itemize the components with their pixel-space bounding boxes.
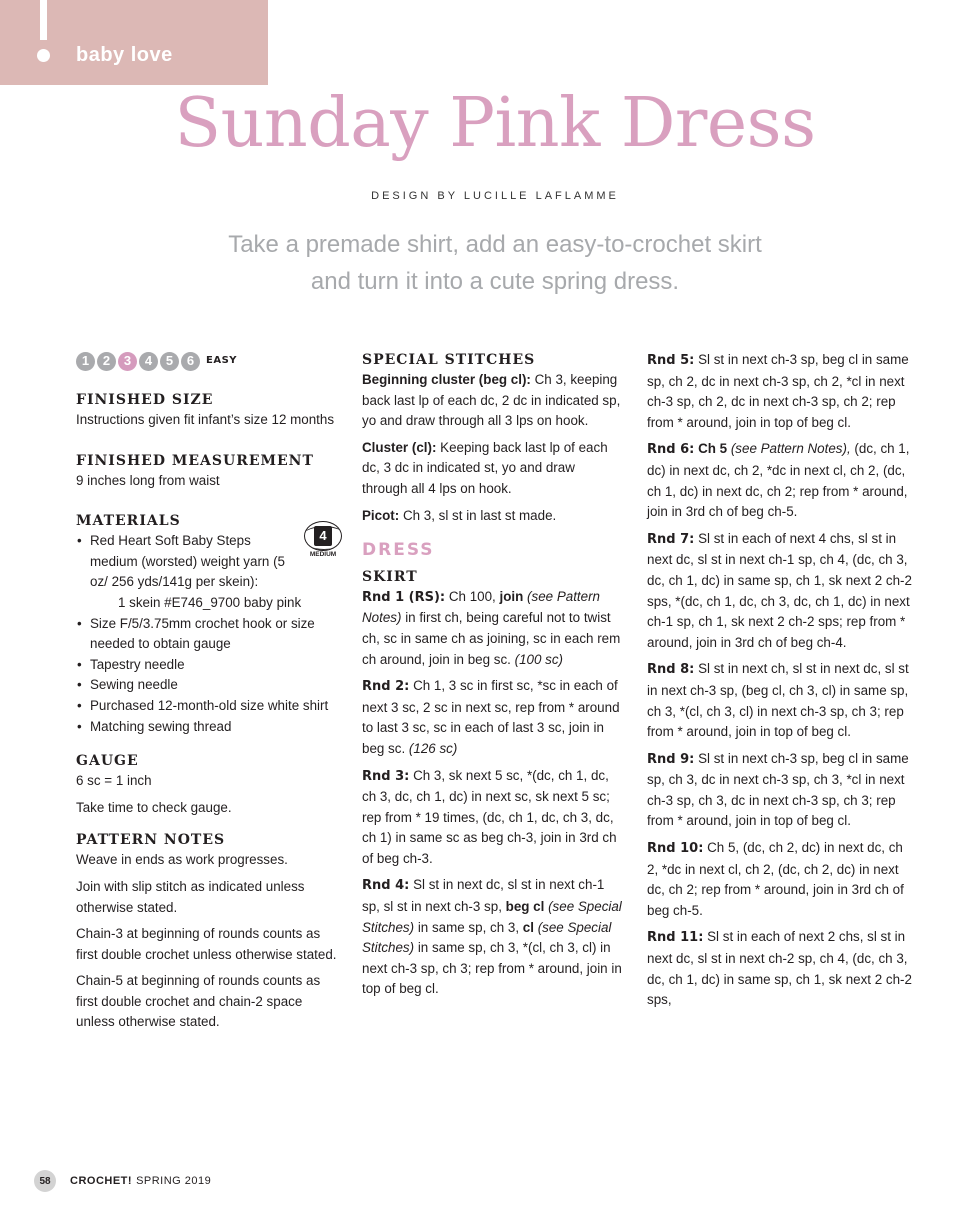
finished-size-heading: FINISHED SIZE <box>76 392 214 408</box>
round-label: Rnd 3: <box>362 768 410 784</box>
stitch-count: (126 sc) <box>408 740 458 756</box>
finished-measurement-text: 9 inches long from waist <box>76 472 220 488</box>
material-yarn-color: 1 skein #E746_9700 baby pink <box>118 594 302 610</box>
column-1 <box>76 350 338 1039</box>
round-label: Rnd 2: <box>362 679 410 695</box>
material-item: • Tapestry needle <box>76 655 338 676</box>
round-6 <box>647 439 915 522</box>
material-item: • Purchased 12-month-old size white shirt <box>76 696 338 717</box>
skill-level-label: EASY <box>206 354 238 366</box>
materials-list <box>76 531 338 737</box>
dress-heading: DRESS <box>362 540 435 561</box>
round-8 <box>647 659 915 742</box>
page-footer <box>34 1170 211 1192</box>
material-item <box>76 531 338 613</box>
round-2 <box>362 676 624 759</box>
round-9 <box>647 749 915 832</box>
yarn-weight-label: MEDIUM <box>309 551 337 558</box>
stitch-label: Beginning cluster (beg cl): <box>362 372 531 387</box>
round-text: (dc, ch 1, dc) in next dc, ch 2, *dc in next cl, ch 2, (dc, ch 1, dc) in next dc, ch 2; rep from * around, join in 3rd ch of beg ch-5. <box>647 441 910 520</box>
skill-dot-3-active: 3 <box>118 352 137 371</box>
round-label: Rnd 6: <box>647 442 695 458</box>
round-text: Sl st in next dc, sl st in next ch-1 sp, sl st in next ch-3 sp, <box>362 877 605 915</box>
pattern-note: Chain-5 at beginning of rounds counts as first double crochet and chain-2 space unless otherwise stated. <box>76 973 321 1030</box>
stitch-picot <box>362 506 624 527</box>
pattern-note: Weave in ends as work progresses. <box>76 852 288 868</box>
round-3 <box>362 766 624 870</box>
stitch-count: (100 sc) <box>514 651 563 667</box>
round-11 <box>647 927 915 1010</box>
round-label: Rnd 11: <box>647 930 704 946</box>
round-label: Rnd 7: <box>647 531 695 547</box>
pattern-notes-heading: PATTERN NOTES <box>76 832 226 849</box>
stitch-label: Picot: <box>362 507 400 523</box>
page-title: Sunday Pink Dress <box>174 84 816 163</box>
skill-dot-5: 5 <box>160 352 179 371</box>
material-item: • Sewing needle <box>76 675 338 696</box>
gauge-check: Take time to check gauge. <box>76 799 232 815</box>
round-label: Rnd 1 (RS): <box>362 589 446 605</box>
round-reference: (see Pattern Notes) <box>362 588 600 626</box>
round-text: Ch 100, <box>448 588 496 604</box>
pattern-note: Join with slip stitch as indicated unless otherwise stated. <box>76 878 305 915</box>
round-label: Rnd 10: <box>647 841 704 857</box>
exclamation-bar-icon <box>40 0 47 40</box>
skill-level <box>76 350 338 372</box>
round-reference: (see Special Stitches) <box>362 899 622 935</box>
round-text: Sl st in each of next 4 chs, sl st in next dc, sl st in next ch-1 sp, ch 4, (dc, ch 3, dc, ch 1, dc) in same sp, ch 1, sk next 2 ch-2 sps, *(dc, ch 1, dc, ch 3, dc, ch 1, dc) in next ch-1 sp, ch 1, sk next 2 ch-2 sps; rep from * around, join in 3rd ch of beg ch-4. <box>647 530 912 650</box>
stitch-text: Ch 3, keeping back last lp of each dc, 2 dc in indicated sp, yo and draw through all 3 lps on hook. <box>362 372 621 429</box>
skirt-heading: SKIRT <box>362 568 418 585</box>
pattern-note: Chain-3 at beginning of rounds counts as first double crochet unless otherwise stated. <box>76 926 337 962</box>
round-text: Ch 1, 3 sc in first sc, *sc in each of next 3 sc, 2 sc in next sc, rep from * around to last 3 sc, sc in each of last 3 sc, join in beg sc. <box>362 678 620 756</box>
round-text: Sl st in next ch-3 sp, beg cl in same sp, ch 2, dc in next ch-3 sp, ch 2, *cl in next ch-3 sp, ch 2, dc in next ch-3 sp, ch 2; rep from * around, join in top of beg cl. <box>647 352 909 430</box>
material-item: • Size F/5/3.75mm crochet hook or size needed to obtain gauge <box>76 614 338 655</box>
magazine-name: CROCHET! <box>70 1175 133 1187</box>
yarn-weight-number: 4 <box>314 526 332 546</box>
round-term: join <box>499 588 524 604</box>
finished-measurement-heading: FINISHED MEASUREMENT <box>76 452 314 469</box>
round-10 <box>647 838 915 921</box>
round-text: Ch 5, (dc, ch 2, dc) in next dc, ch 2, *dc in next cl, ch 2, (dc, ch 2, dc) in next dc, ch 2; rep from * around, join in 3rd ch of beg ch-5. <box>647 840 904 918</box>
round-text: Ch 3, sk next 5 sc, *(dc, ch 1, dc, ch 3, dc, ch 1, dc) in next sc, sk next 5 sc; rep from * 19 times, (dc, ch 1, dc, ch 3, dc, ch 1) in same sc as beg ch-3, join in 3rd ch of beg ch-3. <box>362 767 617 866</box>
gauge-line: 6 sc = 1 inch <box>76 773 152 789</box>
section-tab <box>0 0 268 85</box>
round-label: Rnd 4: <box>362 878 410 894</box>
material-yarn: • Red Heart Soft Baby Steps medium (worsted) weight yarn (5 oz/ 256 yds/141g per skein): <box>90 533 285 590</box>
issue-date: SPRING 2019 <box>136 1175 212 1187</box>
round-text: Sl st in next ch-3 sp, beg cl in same sp, ch 3, dc in next ch-3 sp, ch 3, *cl in next ch-3 sp, ch 3, dc in next ch-3 sp, ch 3; rep from * around, join in top of beg cl. <box>647 750 909 829</box>
yarn-weight-icon <box>302 521 344 561</box>
column-2 <box>362 350 624 1006</box>
round-text: Sl st in next ch, sl st in next dc, sl st in next ch-3 sp, (beg cl, ch 3, cl) in same sp, ch 3, *(cl, ch 3, cl) in next ch-3 sp, ch 3; rep from * around, join in top of beg cl. <box>647 661 909 740</box>
round-term: Ch 5 <box>698 441 728 457</box>
materials-heading: MATERIALS <box>76 513 181 530</box>
section-label: baby love <box>76 44 173 66</box>
round-term: beg cl <box>505 899 545 915</box>
designer-byline: DESIGN BY LUCILLE LAFLAMME <box>371 190 619 202</box>
stitch-beginning-cluster <box>362 370 624 432</box>
deck-line-1: Take a premade shirt, add an easy-to-crochet skirt <box>228 231 762 258</box>
round-text: Sl st in each of next 2 chs, sl st in next dc, sl st in next ch-2 sp, ch 4, (dc, ch 3, dc, ch 1, dc) in same sp, ch 1, sk next 2 ch-2 sps, <box>647 929 912 1008</box>
gauge-heading: GAUGE <box>76 753 139 770</box>
round-text: in first ch, being careful not to twist ch, sc in same ch as joining, sc in each rem ch around, join in beg sc. <box>362 610 621 667</box>
round-4 <box>362 875 624 1000</box>
skill-dot-6: 6 <box>181 352 200 371</box>
stitch-text: Keeping back last lp of each dc, 3 dc in indicated st, yo and draw through all 4 lps on hook. <box>362 439 608 496</box>
round-label: Rnd 5: <box>647 353 695 368</box>
material-item: • Matching sewing thread <box>76 717 338 738</box>
stitch-text: Ch 3, sl st in last st made. <box>402 507 557 523</box>
round-label: Rnd 8: <box>647 662 695 678</box>
deck-text <box>0 226 970 300</box>
round-reference: (see Pattern Notes), <box>730 441 851 457</box>
page-number: 58 <box>34 1170 56 1192</box>
round-1 <box>362 587 624 670</box>
round-term: cl <box>522 919 534 935</box>
round-label: Rnd 9: <box>647 751 695 767</box>
skill-dot-2: 2 <box>97 352 116 371</box>
round-reference: (see Special Stitches) <box>362 919 612 956</box>
round-5 <box>647 350 915 433</box>
round-7 <box>647 529 915 654</box>
finished-size-text: Instructions given fit infant’s size 12 months <box>76 412 335 427</box>
round-text: in same sp, ch 3, <box>417 919 520 935</box>
skill-dot-1: 1 <box>76 352 95 371</box>
stitch-cluster <box>362 438 624 500</box>
exclamation-dot-icon <box>37 49 50 62</box>
stitch-label: Cluster (cl): <box>362 439 437 455</box>
column-3 <box>647 350 915 1017</box>
round-text: in same sp, ch 3, *(cl, ch 3, cl) in next ch-3 sp, ch 3; rep from * around, join in top of beg cl. <box>362 940 622 997</box>
special-stitches-heading: SPECIAL STITCHES <box>362 352 536 368</box>
skill-dot-4: 4 <box>139 352 158 371</box>
deck-line-2: and turn it into a cute spring dress. <box>310 268 680 295</box>
